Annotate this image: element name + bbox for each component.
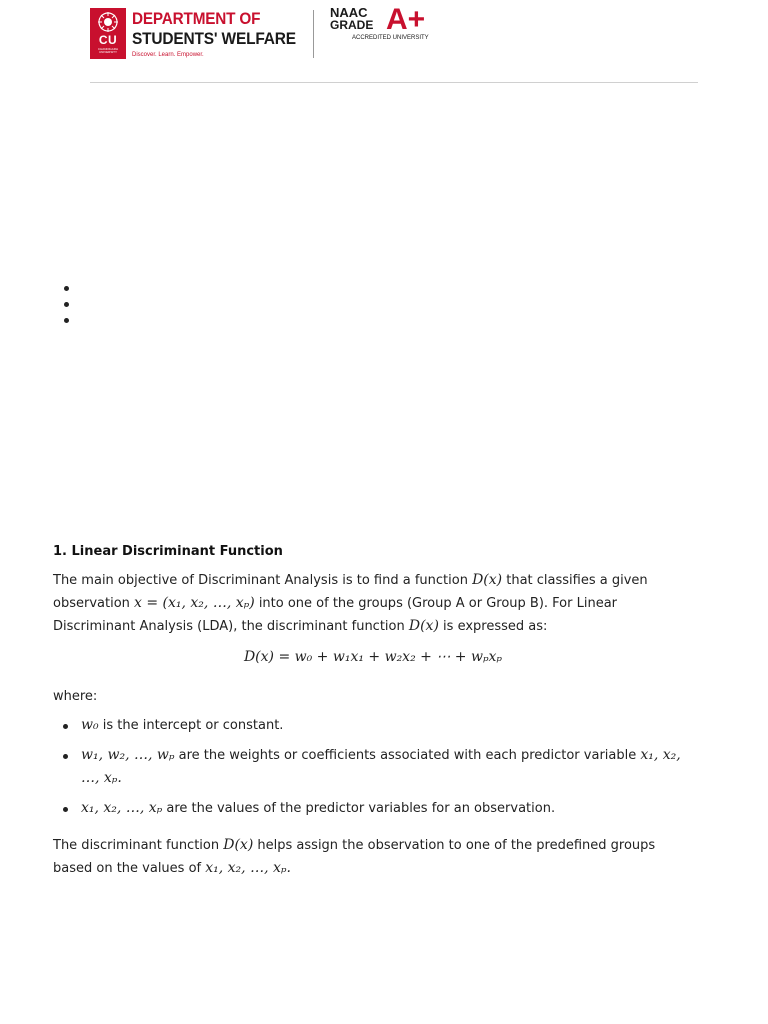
math-term: x₁, x₂, …, xₚ. [205, 860, 291, 876]
list-item-text: is the intercept or constant. [98, 718, 284, 733]
math-dx: D(x) [408, 618, 439, 634]
display-equation: D(x) = w₀ + w₁x₁ + w₂x₂ + ⋯ + wₚxₚ [243, 649, 503, 665]
section-heading: 1. Linear Discriminant Function [53, 544, 283, 559]
list-item [81, 797, 693, 820]
closing-text-2: helps assign the observation to one of the predefined groups based on the values of [53, 838, 656, 876]
math-term: x₁, x₂, …, xₚ. [81, 747, 681, 786]
department-title-line2: STUDENTS' WELFARE [132, 29, 296, 48]
article-section [53, 540, 693, 880]
naac-grade-label: GRADE [330, 18, 374, 32]
page-header [90, 3, 698, 68]
empty-bullet [64, 318, 69, 323]
list-item [81, 714, 693, 737]
math-dx: D(x) [472, 572, 503, 588]
cu-university-text: CHANDIGARH UNIVERSITY [97, 47, 119, 55]
header-rule [90, 82, 698, 83]
cu-badge-text: CU [98, 33, 118, 47]
math-term: x₁, x₂, …, xₚ [81, 800, 163, 816]
math-dx: D(x) [223, 837, 254, 853]
empty-bullet [64, 286, 69, 291]
list-item-text: are the values of the predictor variables for an observation. [162, 801, 556, 816]
list-item-text: are the weights or coefficients associated with each predictor variable [174, 748, 641, 763]
definition-list [53, 714, 693, 820]
university-emblem-icon [97, 11, 119, 33]
math-observation-vector: x = (x₁, x₂, …, xₚ) [134, 595, 255, 611]
intro-text-4: is expressed as: [438, 619, 548, 634]
naac-label: NAAC [330, 5, 368, 20]
intro-text-1: The main objective of Discriminant Analysis is to find a function [53, 573, 473, 588]
intro-text-3: into one of the groups (Group A or Group B). For Linear Discriminant Analysis (LDA), the discriminant function [53, 596, 618, 634]
empty-bullet [64, 302, 69, 307]
closing-paragraph [53, 834, 693, 880]
cu-logo [90, 8, 126, 59]
empty-bullet-list [64, 286, 69, 334]
department-title-line1: DEPARTMENT OF [132, 9, 261, 28]
naac-logo-text [330, 7, 373, 31]
accredited-label: ACCREDITED UNIVERSITY [352, 35, 429, 41]
math-term: w₁, w₂, …, wₚ [81, 747, 175, 763]
intro-paragraph [53, 569, 693, 638]
department-tagline: Discover. Learn. Empower. [132, 52, 204, 58]
list-item [81, 744, 693, 790]
closing-text-1: The discriminant function [53, 838, 224, 853]
intro-text-2: that classifies a given observation [53, 573, 648, 611]
math-term: w₀ [81, 717, 99, 733]
where-label: where: [53, 689, 98, 704]
naac-grade-value: A+ [386, 3, 426, 36]
header-divider [313, 10, 314, 58]
